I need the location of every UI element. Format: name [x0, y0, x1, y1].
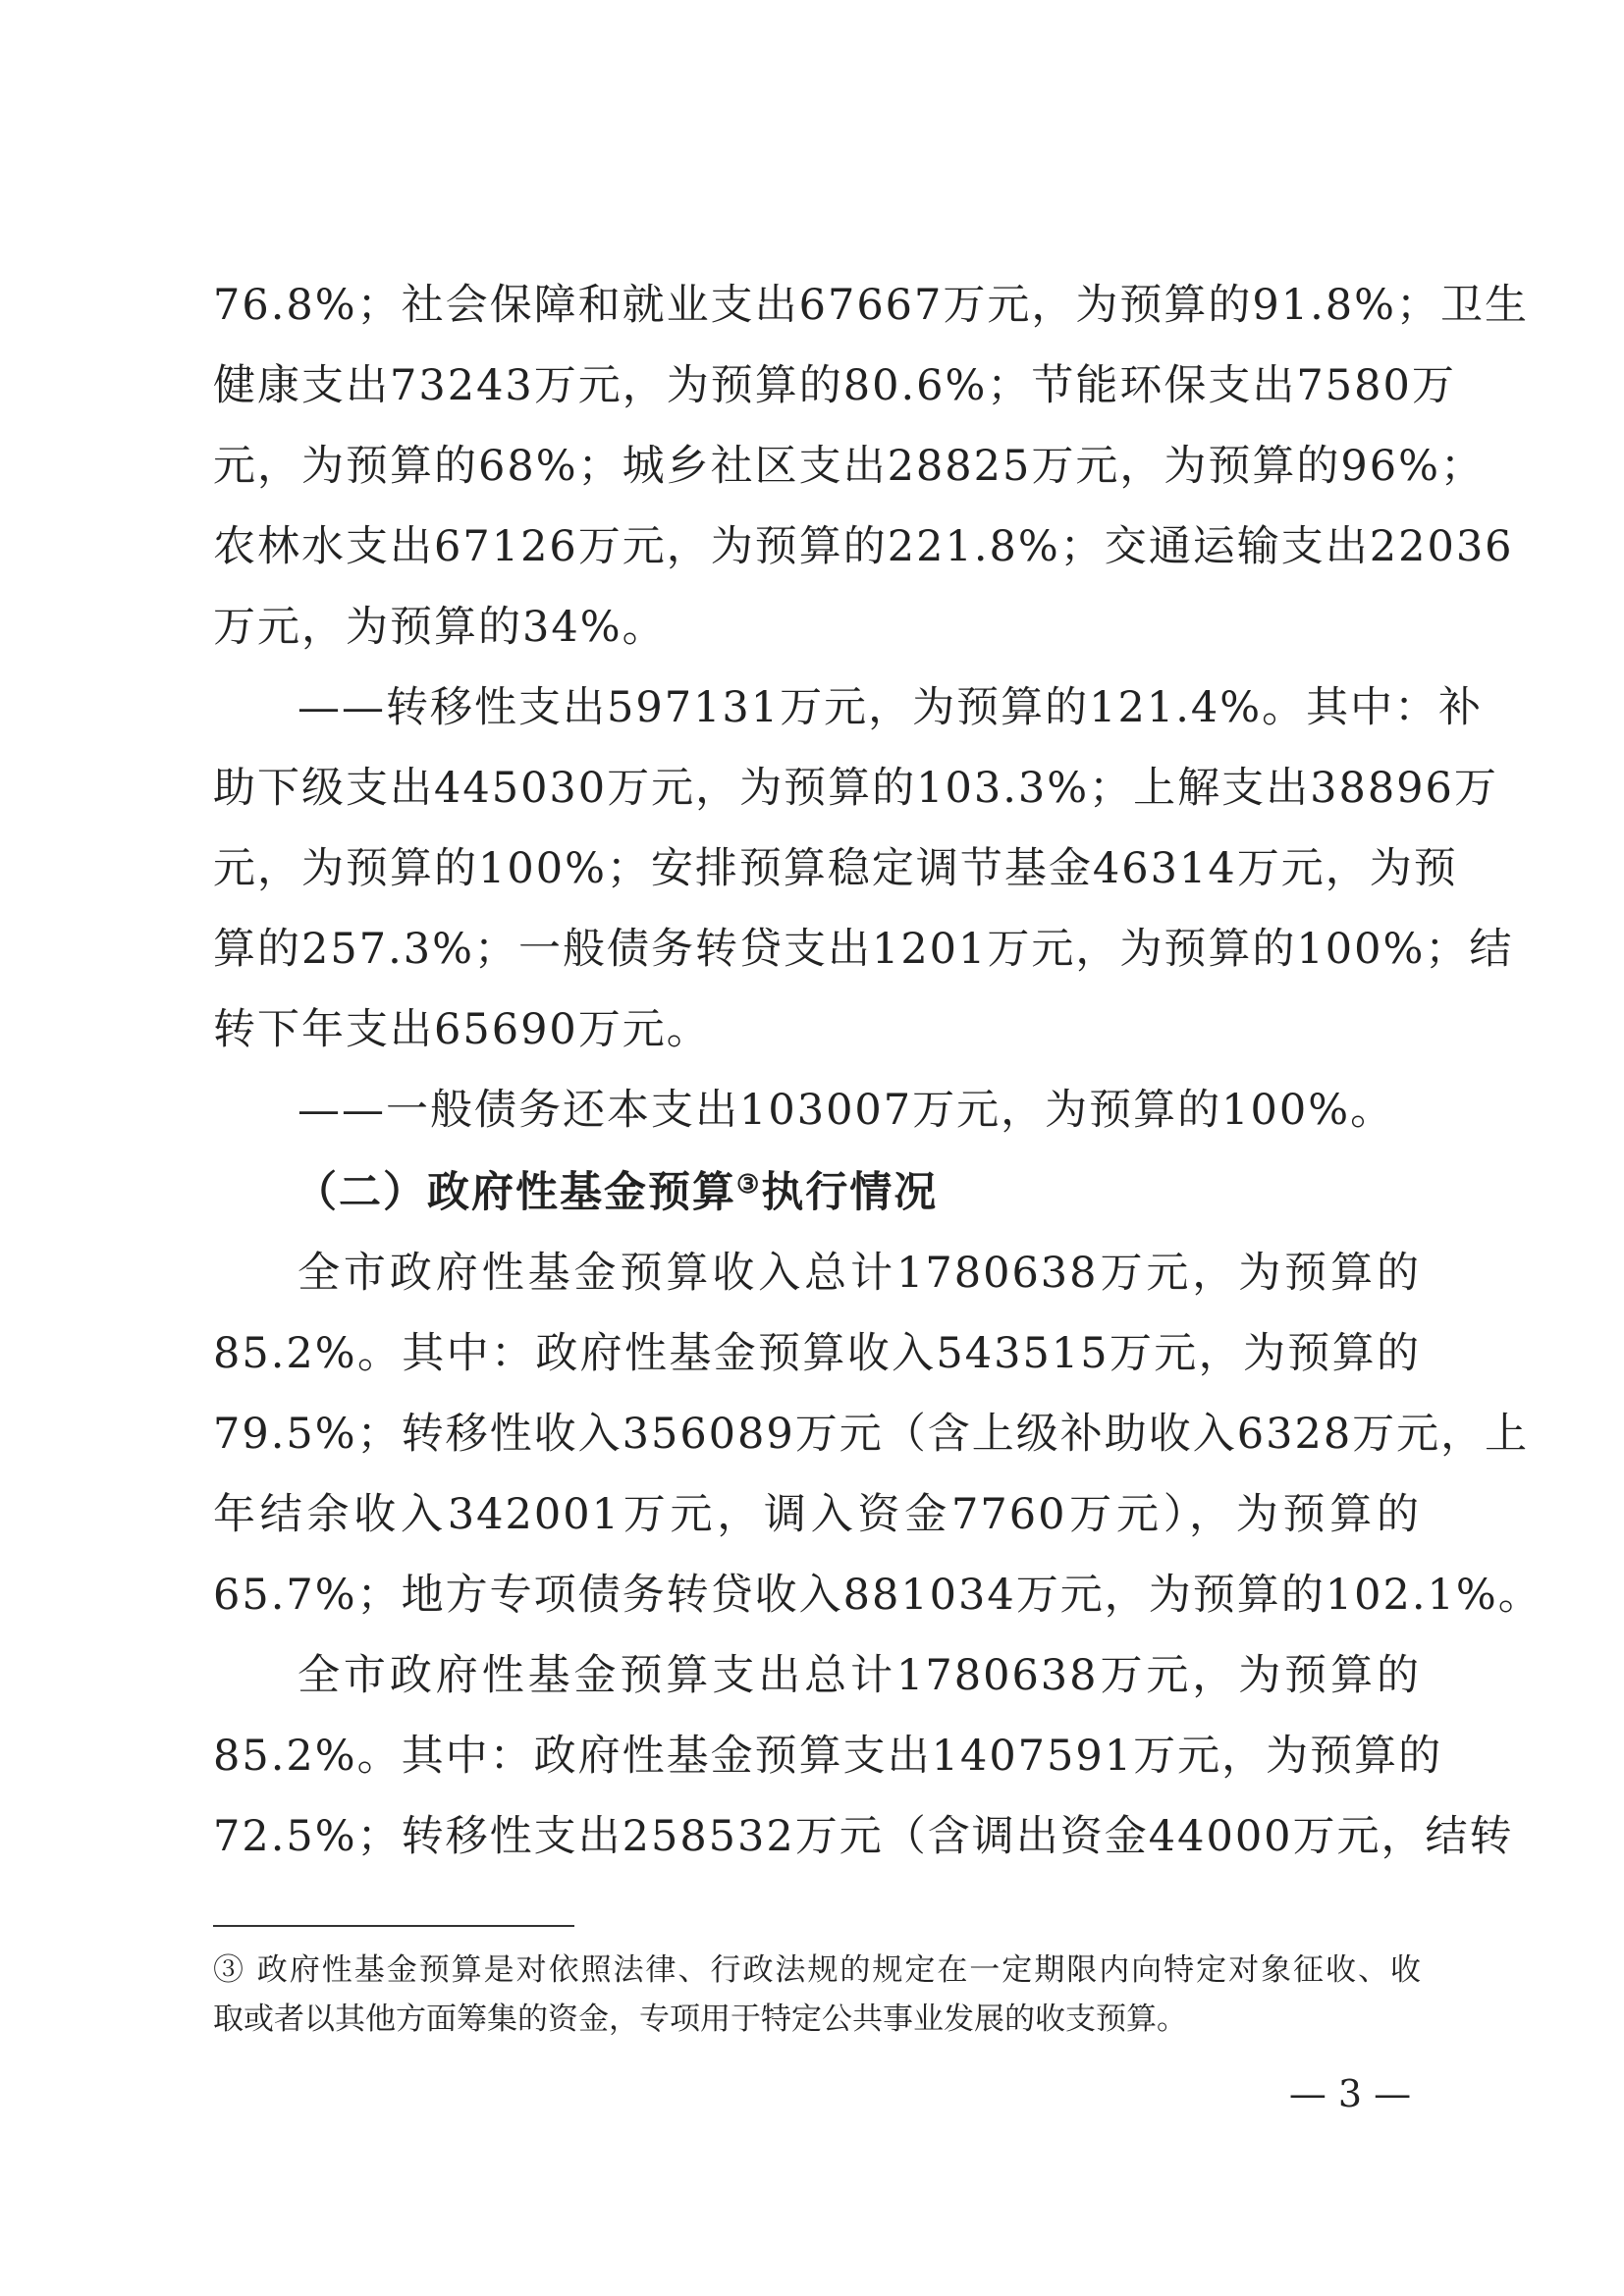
body-line-8: 元，为预算的100%；安排预算稳定调节基金46314万元，为预 — [213, 844, 1458, 893]
body-line-11: ——一般债务还本支出103007万元，为预算的100%。 — [298, 1086, 1395, 1135]
body-line-17: 全市政府性基金预算支出总计1780638万元，为预算的 — [298, 1651, 1421, 1700]
body-line-4: 农林水支出67126万元，为预算的221.8%；交通运输支出22036 — [213, 522, 1514, 571]
footnote-line-2: 取或者以其他方面筹集的资金，专项用于特定公共事业发展的收支预算。 — [213, 2002, 1187, 2037]
footnote-line-1: ③ 政府性基金预算是对依照法律、行政法规的规定在一定期限内向特定对象征收、收 — [213, 1952, 1421, 1988]
footnote-divider — [213, 1925, 574, 1927]
page-number: — 3 — — [1288, 2072, 1412, 2115]
body-line-12: 全市政府性基金预算收入总计1780638万元，为预算的 — [298, 1249, 1421, 1298]
body-line-18: 85.2%。其中：政府性基金预算支出1407591万元，为预算的 — [213, 1732, 1443, 1781]
body-line-16: 65.7%；地方专项债务转贷收入881034万元，为预算的102.1%。 — [213, 1571, 1543, 1620]
body-line-5: 万元，为预算的34%。 — [213, 603, 667, 652]
footnote-reference-mark: ③ — [736, 1170, 762, 1200]
body-line-6: ——转移性支出597131万元，为预算的121.4%。其中：补 — [298, 683, 1484, 732]
body-line-19: 72.5%；转移性支出258532万元（含调出资金44000万元，结转 — [213, 1812, 1514, 1861]
body-line-9: 算的257.3%；一般债务转贷支出1201万元，为预算的100%；结 — [213, 925, 1514, 974]
body-line-14: 79.5%；转移性收入356089万元（含上级补助收入6328万元，上 — [213, 1410, 1530, 1459]
body-line-13: 85.2%。其中：政府性基金预算收入543515万元，为预算的 — [213, 1329, 1421, 1378]
body-line-3: 元，为预算的68%；城乡社区支出28825万元，为预算的96%； — [213, 442, 1485, 491]
section-heading-text: （二）政府性基金预算 — [295, 1168, 736, 1217]
body-line-10: 转下年支出65690万元。 — [213, 1005, 711, 1054]
body-line-2: 健康支出73243万元，为预算的80.6%；节能环保支出7580万 — [213, 361, 1456, 410]
body-line-7: 助下级支出445030万元，为预算的103.3%；上解支出38896万 — [213, 764, 1498, 813]
section-heading-suffix: 执行情况 — [761, 1168, 939, 1217]
body-line-15: 年结余收入342001万元，调入资金7760万元），为预算的 — [213, 1490, 1421, 1539]
section-heading — [295, 1160, 938, 1225]
body-line-1: 76.8%；社会保障和就业支出67667万元，为预算的91.8%；卫生 — [213, 281, 1529, 330]
